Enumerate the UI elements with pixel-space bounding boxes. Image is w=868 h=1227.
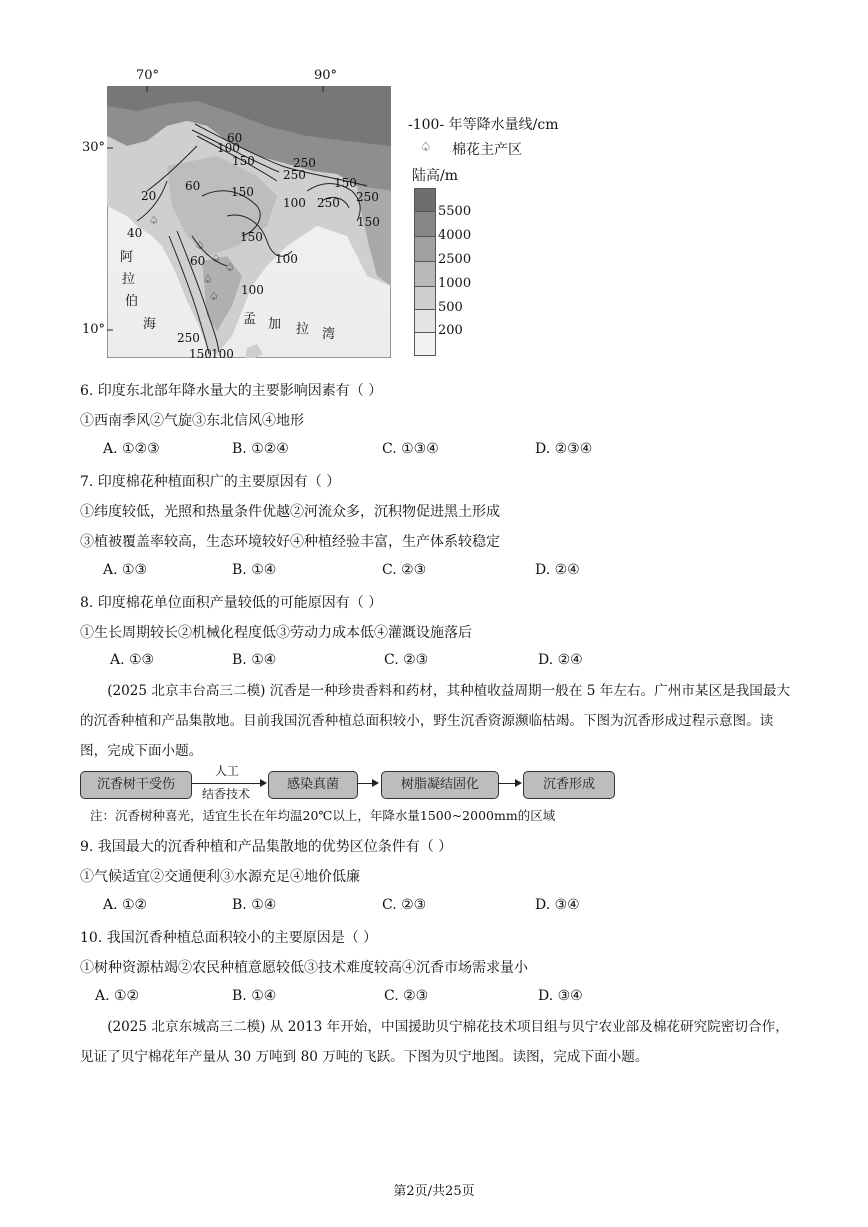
elevation-swatch [414,332,436,356]
lon-label: 90° [314,68,338,83]
arabian-sea-label: 海 [143,317,157,332]
isohyet-label: 100 [241,283,264,297]
isohyet-label: 60 [185,179,201,193]
question-8-stem: 8. 印度棉花单位面积产量较低的可能原因有（ ） [80,595,383,611]
isohyet-label: 150 [189,347,212,361]
isohyet-label: 60 [190,254,206,268]
option-b[interactable]: B. ①④ [232,652,277,668]
option-a[interactable]: A. ①②③ [103,441,160,457]
elevation-level: 200 [438,323,463,338]
option-b[interactable]: B. ①④ [232,988,277,1004]
elevation-swatch [414,188,436,212]
cotton-icon: ♤ [149,214,159,227]
isohyet-label: 150 [232,154,255,168]
cotton-icon: ♤ [203,273,213,286]
elevation-level: 500 [438,300,463,315]
isohyet-label: 100 [217,141,240,155]
question-10-items: ①树种资源枯竭②农民种植意愿较低③技术难度较高④沉香市场需求量小 [80,960,528,976]
option-b[interactable]: B. ①④ [232,897,277,913]
passage-agarwood: (2025 北京丰台高三二模) 沉香是一种珍贵香料和药材，其种植收益周期一般在 5 年左右。广州市某区是我国最大的沉香种植和产品集散地。目前我国沉香种植总面积较小，野生沉香资源濒临枯竭。下图为沉香形成过程示意图。读图，完成下面小题。 [80,683,791,759]
flow-arrow-label-top: 人工 [215,764,240,778]
arabian-sea-label: 拉 [122,272,136,287]
legend-cotton: 棉花主产区 [452,142,522,158]
option-c[interactable]: C. ②③ [384,988,429,1004]
question-10-stem: 10. 我国沉香种植总面积较小的主要原因是（ ） [80,930,378,946]
flow-step-1: 沉香树干受伤 [80,771,192,799]
flow-step-2: 感染真菌 [268,771,358,799]
option-d[interactable]: D. ③④ [538,988,583,1004]
flow-step-4: 沉香形成 [523,771,615,799]
option-c[interactable]: C. ②③ [384,652,429,668]
option-d[interactable]: D. ②③④ [535,441,593,457]
option-a[interactable]: A. ①② [95,988,140,1004]
option-d[interactable]: D. ②④ [538,652,583,668]
option-c[interactable]: C. ②③ [382,562,427,578]
flow-arrow-label-bottom: 结香技术 [202,787,251,801]
question-7-items-1: ①纬度较低，光照和热量条件优越②河流众多，沉积物促进黑土形成 [80,504,500,520]
isohyet-label: 250 [317,196,340,210]
lon-label: 70° [136,68,160,83]
flow-arrow [498,783,520,784]
arabian-sea-label: 阿 [120,250,134,265]
bay-of-bengal-label: 拉 [296,322,310,337]
isohyet-label: 250 [177,331,200,345]
isohyet-label: 150 [231,185,254,199]
isohyet-label: 40 [127,226,143,240]
cotton-legend-icon: ♤ [420,140,432,155]
elevation-level: 5500 [438,204,472,219]
isohyet-label: 250 [283,168,306,182]
question-6-stem: 6. 印度东北部年降水量大的主要影响因素有（ ） [80,383,383,399]
isohyet-label: 100 [211,347,234,361]
elevation-swatch [414,261,436,287]
elevation-swatch [414,286,436,310]
cotton-icon: ♤ [209,290,219,303]
flow-note: 注：沉香树种喜光，适宜生长在年均温20℃以上，年降水量1500~2000mm的区域 [90,808,556,823]
elevation-swatch [414,309,436,333]
isohyet-label: 20 [141,189,157,203]
elevation-level: 2500 [438,252,472,267]
isohyet-label: 150 [357,215,380,229]
legend-isohyet: -100- 年等降水量线/cm [408,117,559,133]
flow-step-3: 树脂凝结固化 [381,771,499,799]
option-a[interactable]: A. ①③ [110,652,155,668]
option-a[interactable]: A. ①② [103,897,148,913]
option-c[interactable]: C. ①③④ [382,441,439,457]
elevation-level: 4000 [438,228,472,243]
option-d[interactable]: D. ②④ [535,562,580,578]
isohyet-label: 60 [227,131,243,145]
isohyet-label: 150 [240,230,263,244]
cotton-icon: ♤ [225,261,235,274]
question-7-items-2: ③植被覆盖率较高，生态环境较好④种植经验丰富，生产体系较稳定 [80,534,500,550]
elevation-swatch [414,211,436,237]
flow-arrow [357,783,377,784]
isohyet-label: 150 [334,176,357,190]
bay-of-bengal-label: 孟 [243,312,257,327]
option-a[interactable]: A. ①③ [103,562,148,578]
option-d[interactable]: D. ③④ [535,897,580,913]
legend-elevation-title: 陆高/m [412,168,458,184]
question-7-stem: 7. 印度棉花种植面积广的主要原因有（ ） [80,474,341,490]
option-b[interactable]: B. ①④ [232,562,277,578]
option-c[interactable]: C. ②③ [382,897,427,913]
bay-of-bengal-label: 湾 [322,327,336,342]
flow-arrow [191,783,265,784]
option-b[interactable]: B. ①②④ [232,441,289,457]
elevation-level: 1000 [438,276,472,291]
question-8-items: ①生长周期较长②机械化程度低③劳动力成本低④灌溉设施落后 [80,625,472,641]
isohyet-label: 100 [283,196,306,210]
isohyet-label: 100 [275,252,298,266]
lat-label: 10° [82,322,106,337]
isohyet-label: 250 [356,190,379,204]
isohyet-label: 250 [293,156,316,170]
arabian-sea-label: 伯 [125,294,139,309]
cotton-icon: ♤ [195,239,205,252]
page-footer: 第2页/共25页 [393,1184,475,1199]
passage-benin-cotton: (2025 北京东城高三二模) 从 2013 年开始，中国援助贝宁棉花技术项目组与贝宁农业部及棉花研究院密切合作，见证了贝宁棉花年产量从 30 万吨到 80 万吨的飞跃。下图为贝宁地图。读图，完成下面小题。 [80,1019,789,1065]
lat-label: 30° [82,140,106,155]
bay-of-bengal-label: 加 [268,317,282,332]
elevation-swatch [414,236,436,262]
question-9-items: ①气候适宜②交通便利③水源充足④地价低廉 [80,869,360,885]
cotton-icon: ♤ [211,252,221,265]
question-6-items: ①西南季风②气旋③东北信风④地形 [80,413,304,429]
question-9-stem: 9. 我国最大的沉香种植和产品集散地的优势区位条件有（ ） [80,839,453,855]
